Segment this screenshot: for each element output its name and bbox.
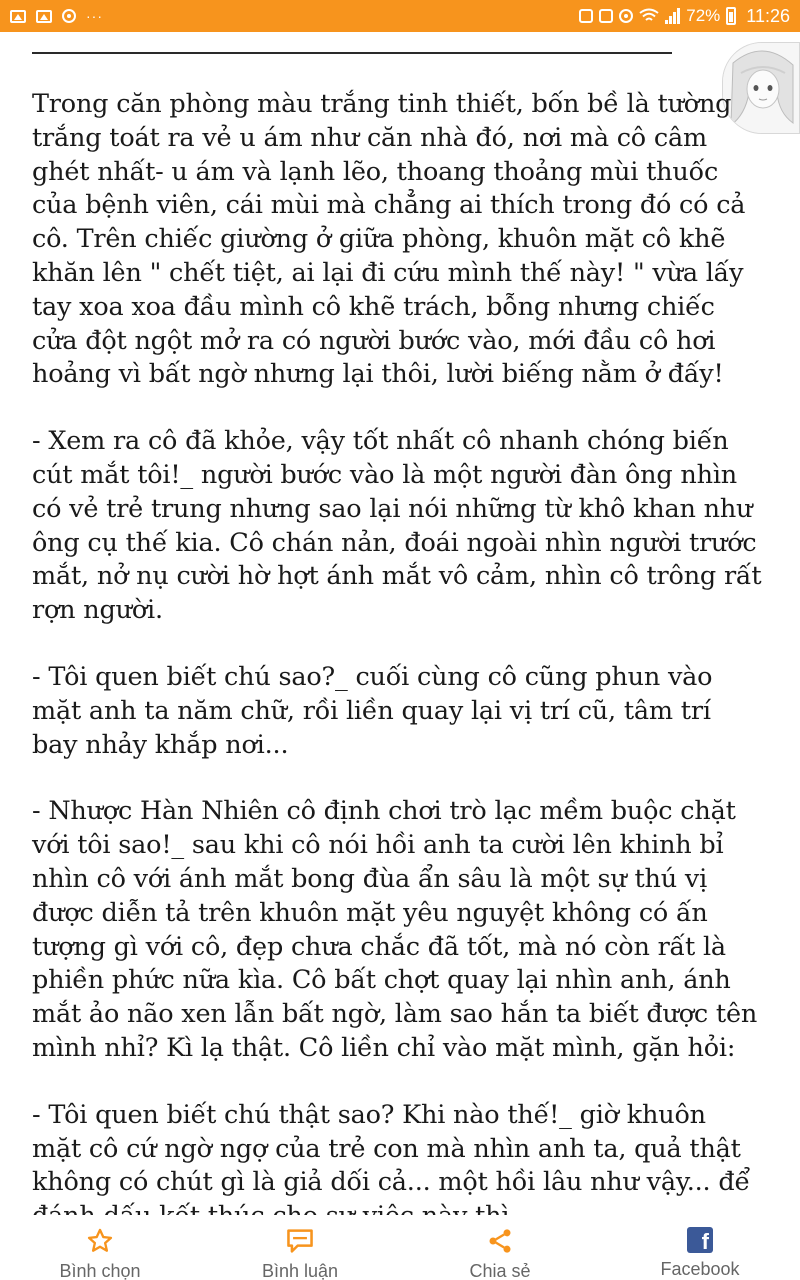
vote-button[interactable] bbox=[0, 1215, 200, 1280]
status-bar bbox=[0, 0, 800, 32]
more-notifications-icon: ··· bbox=[86, 8, 103, 24]
comment-icon bbox=[285, 1227, 315, 1255]
story-paragraph: - Nhược Hàn Nhiên cô định chơi trò lạc mềm buộc chặt với tôi sao!_ sau khi cô nói hồi anh ta cười lên khinh bỉ nhìn cô với ánh mắt bong đùa ẩn sâu là một sự thú vị được diễn tả trên khuôn mặt yêu nguyệt không có ấn tượng gì với cô, đẹp chưa chắc đã tốt, mà nó còn rất là phiền phức nữa kìa. Cô bất chợt quay lại nhìn anh, ánh mắt ảo não xen lẫn bất ngờ, làm sao hắn ta biết được tên mình nhỉ? Kì lạ thật. Cô liền chỉ vào mặt mình, gặn hỏi: bbox=[32, 796, 758, 1063]
star-outline-icon bbox=[85, 1227, 115, 1255]
vote-label: Bình chọn bbox=[59, 1261, 141, 1280]
battery-icon bbox=[726, 7, 736, 25]
alarm-icon bbox=[619, 9, 633, 23]
battery-percentage: 72% bbox=[686, 6, 721, 25]
facebook-glyph: f bbox=[687, 1227, 713, 1253]
clock: 11:26 bbox=[746, 5, 790, 26]
gallery-notification-icon bbox=[10, 10, 26, 23]
story-paragraph: - Tôi quen biết chú sao?_ cuối cùng cô cũng phun vào mặt anh ta năm chữ, rồi liền quay lại vị trí cũ, tâm trí bay nhảy khắp nơi... bbox=[32, 661, 713, 760]
story-paragraph: Trong căn phòng màu trắng tinh thiết, bốn bề là tường trắng toát ra vẻ u ám như căn nhà đó, nơi mà cô câm ghét nhất- u ám và lạnh lẽo, thoang thoảng mùi thuốc của bệnh viên, cái mùi mà chẳng ai thích trong đó có cả cô. Trên chiếc giường ở giữa phòng, khuôn mặt cô khẽ khăn lên " chết tiệt, ai lại đi cứu mình thế này! " vừa lấy tay xoa xoa đầu mình cô khẽ trách, bỗng nhưng chiếc cửa đột ngột mở ra có người bước vào, mới đầu cô hơi hoảng vì bất ngờ nhưng lại thôi, lười biếng nằm ở đấy! bbox=[32, 89, 746, 390]
story-content bbox=[32, 88, 762, 1267]
facebook-button[interactable] bbox=[600, 1215, 800, 1280]
story-paragraph: - Xem ra cô đã khỏe, vậy tốt nhất cô nhanh chóng biến cút mắt tôi!_ người bước vào là một người đàn ông nhìn có vẻ trẻ trung nhưng sao lại nói những từ khô khan như ông cụ thế kia. Cô chán nản, đoái ngoài nhìn người trước mắt, nở nụ cười hờ hợt ánh mắt vô cảm, nhìn cô trông rất rợn người. bbox=[32, 426, 762, 626]
status-right-icons bbox=[579, 6, 790, 27]
share-icon bbox=[485, 1227, 515, 1255]
signal-icon bbox=[665, 8, 680, 24]
image-notification-icon bbox=[36, 10, 52, 23]
cast-icon bbox=[599, 9, 613, 23]
share-label: Chia sẻ bbox=[469, 1261, 531, 1280]
bottom-action-bar bbox=[0, 1215, 800, 1280]
facebook-icon bbox=[685, 1227, 715, 1253]
comment-label: Bình luận bbox=[261, 1261, 339, 1280]
share-button[interactable] bbox=[400, 1215, 600, 1280]
status-left-icons bbox=[10, 8, 103, 24]
wifi-icon bbox=[639, 8, 659, 24]
lock-icon bbox=[579, 9, 593, 23]
circle-notification-icon bbox=[62, 9, 76, 23]
story-paragraph: - Tôi quen biết chú thật sao? Khi nào thế!_ giờ khuôn mặt cô cứ ngờ ngợ của trẻ con mà nhìn anh ta, quả thật không có chút gì là giả dối cả... một hồi lâu như vậy... để bbox=[32, 1099, 750, 1198]
chapter-divider bbox=[32, 52, 672, 54]
facebook-label: Facebook bbox=[660, 1259, 740, 1279]
comment-button[interactable] bbox=[200, 1215, 400, 1280]
